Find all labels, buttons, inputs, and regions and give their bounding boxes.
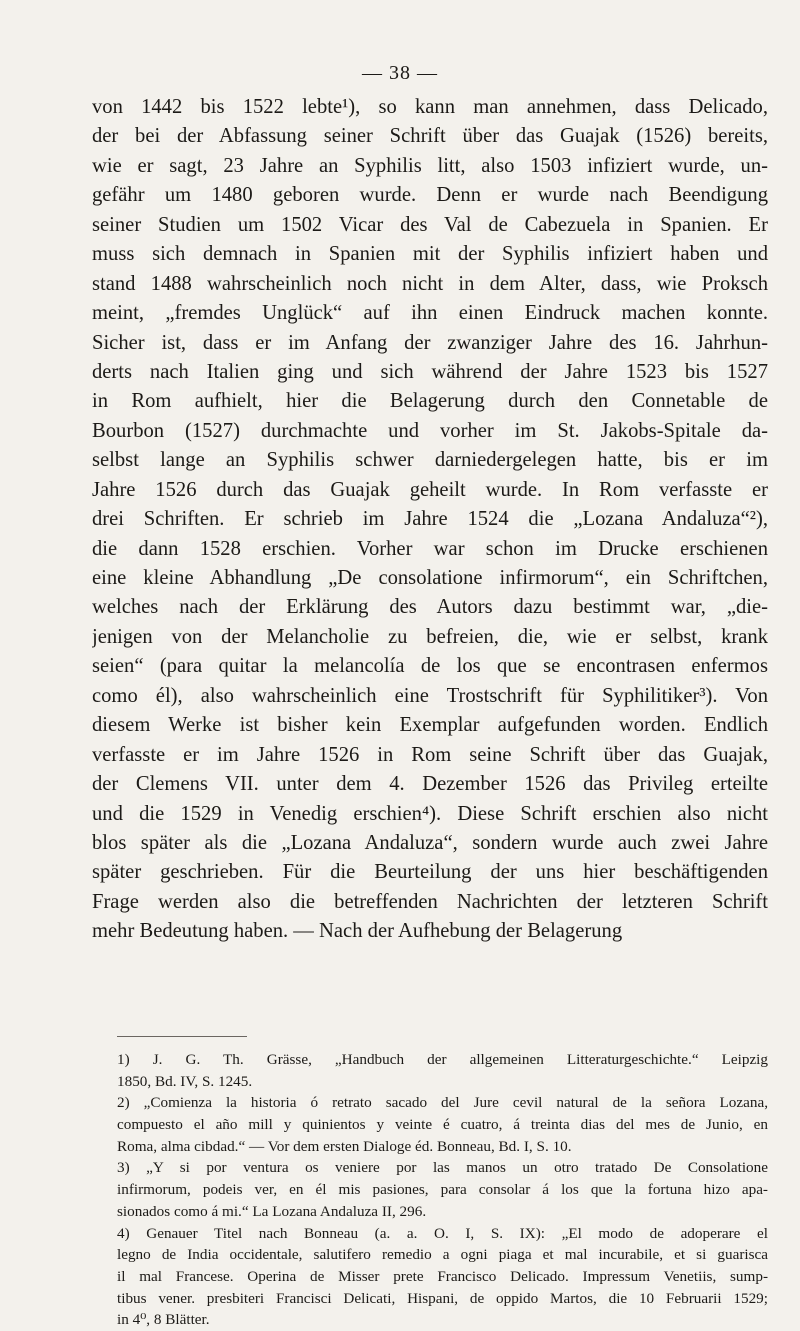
footnote-line: tibus vener. presbiteri Francisci Delicati, Hispani, de oppido Martos, die 10 Februarii 1529;: [117, 1289, 768, 1307]
body-line: Jahre 1526 durch das Guajak geheilt wurde. In Rom verfasste er: [92, 478, 768, 501]
body-line: Sicher ist, dass er im Anfang der zwanziger Jahre des 16. Jahrhun-: [92, 331, 768, 354]
body-line: gefähr um 1480 geboren wurde. Denn er wurde nach Beendigung: [92, 184, 768, 207]
footnote-line: 2) „Comienza la historia ó retrato sacado del Jure cevil natural de la señora Lozana,: [117, 1094, 768, 1112]
footnote-line: 4) Genauer Titel nach Bonneau (a. a. O. I, S. IX): „El modo de adoperare el: [117, 1224, 768, 1242]
footnote-line: sionados como á mi.“ La Lozana Andaluza II, 296.: [117, 1202, 427, 1220]
footnote-line: il mal Francese. Operina de Misser prete Francisco Delicado. Impressum Venetiis, sump-: [117, 1267, 768, 1285]
body-line: die dann 1528 erschien. Vorher war schon im Drucke erschienen: [92, 537, 768, 560]
body-line: derts nach Italien ging und sich während der Jahre 1523 bis 1527: [92, 360, 768, 383]
body-line: meint, „fremdes Unglück“ auf ihn einen Eindruck machen konnte.: [92, 302, 768, 325]
body-line: seiner Studien um 1502 Vicar des Val de Cabezuela in Spanien. Er: [92, 213, 768, 236]
body-line: mehr Bedeutung haben. — Nach der Aufhebung der Belagerung: [92, 920, 623, 943]
footnote-line: 3) „Y si por ventura os veniere por las manos un otro tratado De Consolatione: [117, 1159, 768, 1177]
body-line: der Clemens VII. unter dem 4. Dezember 1526 das Privileg erteilte: [92, 773, 768, 796]
body-line: eine kleine Abhandlung „De consolatione infirmorum“, ein Schriftchen,: [92, 567, 768, 589]
body-line: der bei der Abfassung seiner Schrift über das Guajak (1526) bereits,: [92, 125, 768, 148]
footnote-line: compuesto el año mill y quinientos y veinte é cuatro, á treinta dias del mes de Junio, en: [117, 1116, 768, 1134]
body-line: Frage werden also die betreffenden Nachrichten der letzteren Schrift: [92, 890, 768, 913]
footnote-line: in 4⁰, 8 Blätter.: [117, 1311, 210, 1329]
body-line: drei Schriften. Er schrieb im Jahre 1524 die „Lozana Andaluza“²),: [92, 508, 768, 531]
body-line: como él), also wahrscheinlich eine Trostschrift für Syphilitiker³). Von: [92, 684, 768, 707]
body-line: verfasste er im Jahre 1526 in Rom seine Schrift über das Guajak,: [92, 743, 768, 766]
body-line: welches nach der Erklärung des Autors dazu bestimmt war, „die-: [92, 596, 768, 619]
body-line: in Rom aufhielt, hier die Belagerung durch den Connetable de: [92, 390, 768, 413]
footnote-line: 1) J. G. Th. Grässe, „Handbuch der allgemeinen Litteraturgeschichte.“ Leipzig: [117, 1051, 768, 1068]
footnotes: [117, 1049, 768, 1331]
body-line: diesem Werke ist bisher kein Exemplar aufgefunden worden. Endlich: [92, 714, 768, 737]
footnote-divider: [117, 1036, 247, 1037]
body-line: stand 1488 wahrscheinlich noch nicht in dem Alter, dass, wie Proksch: [92, 272, 768, 295]
body-line: blos später als die „Lozana Andaluza“, sondern wurde auch zwei Jahre: [92, 831, 768, 854]
body-line: wie er sagt, 23 Jahre an Syphilis litt, also 1503 infiziert wurde, un-: [92, 154, 768, 177]
page-number: — 38 —: [362, 62, 438, 84]
body-line: später geschrieben. Für die Beurteilung der uns hier beschäftigenden: [92, 861, 768, 884]
body-line: selbst lange an Syphilis schwer darniedergelegen hatte, bis er im: [92, 449, 768, 472]
footnote-line: Roma, alma cibdad.“ — Vor dem ersten Dialoge éd. Bonneau, Bd. I, S. 10.: [117, 1137, 572, 1155]
body-line: jenigen von der Melancholie zu befreien, die, wie er selbst, krank: [92, 625, 768, 648]
footnote-line: 1850, Bd. IV, S. 1245.: [117, 1072, 253, 1090]
footnote-line: infirmorum, podeis ver, en él mis pasiones, para consolar á los que la fortuna hizo apa-: [117, 1181, 768, 1199]
footnote-line: legno de India occidentale, salutifero remedio a ogni piaga et mal incurabile, et si guarisca: [117, 1246, 768, 1264]
body-line: seien“ (para quitar la melancolía de los que se encontrasen enfermos: [92, 655, 768, 678]
body-line: von 1442 bis 1522 lebte¹), so kann man annehmen, dass Delicado,: [92, 96, 768, 118]
body-line: und die 1529 in Venedig erschien⁴). Diese Schrift erschien also nicht: [92, 802, 768, 825]
body-line: muss sich demnach in Spanien mit der Syphilis infiziert haben und: [92, 243, 768, 266]
body-line: Bourbon (1527) durchmachte und vorher im St. Jakobs-Spitale da-: [92, 419, 768, 442]
main-text: [92, 93, 768, 947]
